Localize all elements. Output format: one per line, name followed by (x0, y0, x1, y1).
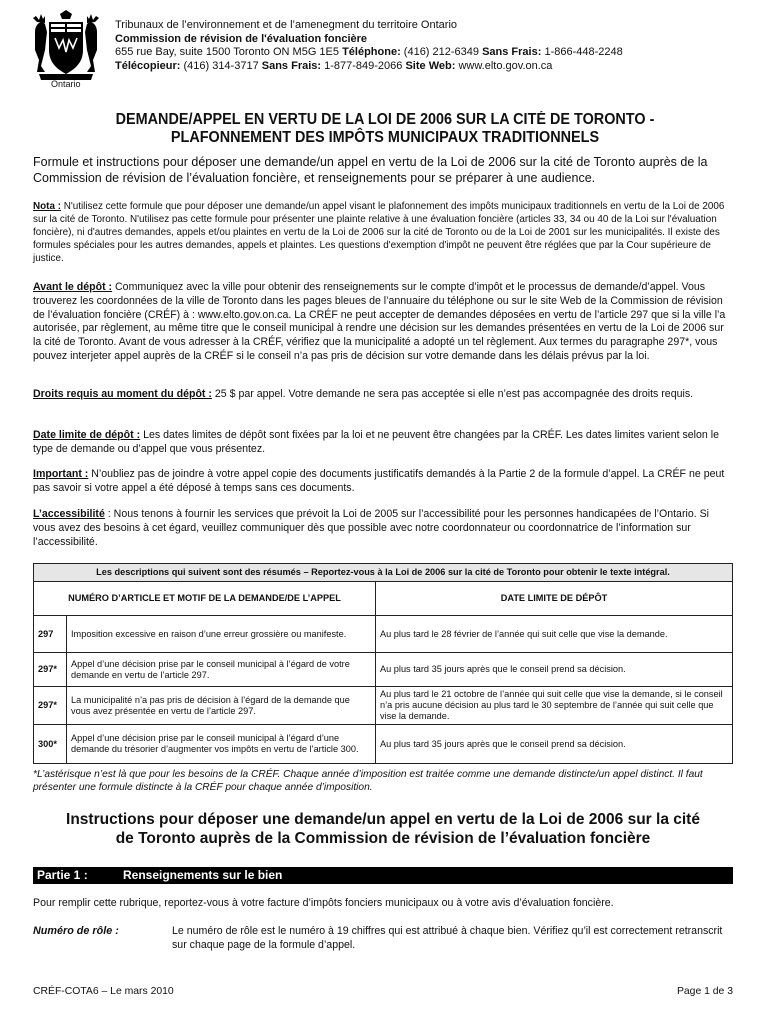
avant-label: Avant le dépôt : (33, 281, 113, 293)
droits-text: 25 $ par appel. Votre demande ne sera pas acceptée si elle n’est pas accompagnée des droits requis. (211, 388, 694, 400)
part-1-title: Renseignements sur le bien (123, 868, 283, 882)
nota-label: Nota : (33, 201, 61, 212)
droits-paragraph (33, 388, 733, 402)
phone: (416) 212-6349 (400, 46, 483, 58)
table-header-deadline: DATE LIMITE DE DÉPÔT (376, 582, 733, 616)
important-text: N’oubliez pas de joindre à votre appel copie des documents justificatifs demandés à la Partie 2 de la formule d’appel. La CRÉF ne peut pas savoir si votre appel a été déposé à temps sans ces documents. (33, 468, 725, 494)
article-deadline: Au plus tard 35 jours après que le conseil prend sa décision. (376, 725, 733, 764)
contact-line-1 (115, 46, 623, 60)
deadline-table (33, 563, 733, 764)
nota-text: N'utilisez cette formule que pour déposer une demande/un appel visant le plafonnement des impôts municipaux traditionnels en vertu de la Loi de 2006 sur la cité de Toronto. N'utilisez pas cette formule pour présenter une plainte relative à une évaluation foncière (articles 33, 34 ou 40 de la Loi sur l'évaluation foncière), ni d'autres demandes, appels et/ou plaintes en vertu de la Loi de 2006 sur la cité de Toronto ou de la Loi de 2001 sur les municipalités. Il existe des formules spéciales pour les autres demandes, appels et plaintes. Les questions d'exemption d'impôt ne peuvent être réglées que par la Cour supérieure de justice. (33, 201, 725, 264)
article-deadline: Au plus tard le 21 octobre de l’année qui suit celle que vise la demande, si le conseil n’a pris aucune décision au plus tard le 30 septembre de l’année qui suit celle que vise la demande. (376, 687, 733, 725)
article-number: 300* (34, 725, 67, 764)
important-paragraph (33, 468, 733, 496)
article-number: 297* (34, 653, 67, 687)
fax-label: Télécopieur: (115, 59, 181, 72)
droits-label: Droits requis au moment du dépôt : (33, 388, 212, 400)
form-subtitle: Formule et instructions pour déposer une demande/un appel en vertu de la Loi de 2006 sur la cité de Toronto auprès de la Commission de révision de l’évaluation foncière, et renseignements pour se préparer à une audience. (33, 155, 708, 185)
fax-tollfree: 1-877-849-2066 (321, 59, 406, 72)
tollfree: 1-866-448-2248 (541, 46, 623, 58)
tollfree-label: Sans Frais: (482, 46, 542, 58)
form-title-line-2: PLAFONNEMENT DES IMPÔTS MUNICIPAUX TRADITIONNELS (170, 129, 600, 146)
accessibilite-text: : Nous tenons à fournir les services que prévoit la Loi de 2005 sur l’accessibilité pour les personnes handicapées de l’Ontario. Si vous avez des besoins à cet égard, veuillez communiquer dès que possible avec notre coordonnateur ou coordonnatrice de l’information sur l’accessibilité. (33, 508, 710, 548)
article-deadline: Au plus tard 35 jours après que le conseil prend sa décision. (376, 653, 733, 687)
date-limite-paragraph (33, 429, 733, 457)
form-title (60, 111, 711, 147)
part-1-intro: Pour remplir cette rubrique, reportez-vous à votre facture d’impôts fonciers municipaux ou à votre avis d’évaluation foncière. (33, 897, 614, 909)
fax: (416) 314-3717 (180, 59, 262, 72)
header-contact-block (115, 19, 623, 73)
table-row (34, 687, 733, 725)
nota-paragraph (33, 200, 733, 265)
ontario-coat-of-arms-logo (33, 10, 99, 90)
article-description: La municipalité n’a pas pris de décision à l’égard de la demande que vous avez présentée en vertu de l’article 297. (67, 687, 376, 725)
table-row (34, 725, 733, 764)
accessibilite-paragraph (33, 508, 733, 549)
accessibilite-label: L’accessibilité (33, 508, 105, 520)
table-header-article: NUMÉRO D’ARTICLE ET MOTIF DE LA DEMANDE/DE L’APPEL (34, 582, 376, 616)
article-deadline: Au plus tard le 28 février de l’année qui suit celle que vise la demande. (376, 616, 733, 653)
important-label: Important : (33, 468, 89, 480)
instructions-title-line-1: Instructions pour déposer une demande/un appel en vertu de la Loi de 2006 sur la cité (66, 811, 700, 828)
footer-page-number: Page 1 de 3 (676, 986, 733, 997)
table-row (34, 616, 733, 653)
avant-text: Communiquez avec la ville pour obtenir des renseignements sur le compte d’impôt et le processus de demande/d’appel. Vous trouverez les coordonnées de la ville de Toronto dans les pages bleues de l’annuaire du téléphone ou sur le site Web de la Commission de révision de l’évaluation foncière (CRÉF) à : www.elto.gov.on.ca. La CRÉF ne peut accepter de demandes déposées en vertu de l’article 297 que si la ville l’a autorisée, par règlement, au même titre que le conseil municipal à rendre une décision sur les demandes présentées en vertu de la Loi de 2006 sur la cité de Toronto. Avant de vous adresser à la CRÉF, vérifiez que la municipalité a adopté un tel règlement. Aux termes du paragraphe 297*, vous pouvez interjeter appel auprès de la CRÉF si le conseil n’a pas pris de décision sur votre demande dans les délais prévus par la loi. (33, 281, 726, 362)
form-title-line-1: DEMANDE/APPEL EN VERTU DE LA LOI DE 2006 SUR LA CITÉ DE TORONTO - (115, 111, 655, 128)
asterisk-note: *L’astérisque n’est là que pour les besoins de la CRÉF. Chaque année d’imposition est traitée comme une demande distincte/un appel distinct. Il faut présenter une formule distincte à la CRÉF pour chaque année d’imposition. (33, 769, 703, 793)
logo-caption: Ontario (51, 79, 81, 89)
footer-form-id: CRÉF-COTA6 – Le mars 2010 (33, 986, 174, 997)
date-limite-label: Date limite de dépôt : (33, 429, 141, 441)
table-header-row (34, 582, 733, 616)
avant-paragraph (33, 281, 733, 364)
fax-tollfree-label: Sans Frais: (261, 59, 322, 72)
part-1-label: Partie 1 : (37, 868, 88, 882)
roll-number-text: Le numéro de rôle est le numéro à 19 chiffres qui est attribué à chaque bien. Vérifiez qu’il est correctement retranscrit sur chaque page de la formule d’appel. (172, 925, 723, 951)
table-caption: Les descriptions qui suivent sont des résumés – Reportez-vous à la Loi de 2006 sur la cité de Toronto pour obtenir le texte intégral. (34, 564, 733, 582)
instructions-title (33, 810, 733, 848)
date-limite-text: Les dates limites de dépôt sont fixées par la loi et ne peuvent être changées par la CRÉF. Les dates limites varient selon le type de demande ou d’appel que vous présentez. (33, 429, 719, 455)
address: 655 rue Bay, suite 1500 Toronto ON M5G 1E5 (115, 46, 343, 58)
table-caption-row (34, 564, 733, 582)
roll-number-label: Numéro de rôle : (33, 925, 119, 937)
article-number: 297* (34, 687, 67, 725)
web-label: Site Web: (405, 59, 456, 72)
table-row (34, 653, 733, 687)
part-1-header-bar (33, 867, 733, 884)
article-description: Appel d’une décision prise par le conseil municipal à l’égard d’une demande du trésorier d’augmenter vos impôts en vertu de l’article 300. (67, 725, 376, 764)
phone-label: Téléphone: (342, 46, 401, 58)
instructions-title-line-2: de Toronto auprès de la Commission de révision de l’évaluation foncière (115, 830, 651, 847)
contact-line-2 (115, 60, 623, 74)
article-number: 297 (34, 616, 67, 653)
article-description: Appel d’une décision prise par le conseil municipal à l’égard de votre demande en vertu de l’article 297. (67, 653, 376, 687)
commission-name: Commission de révision de l'évaluation foncière (115, 32, 368, 45)
web-address: www.elto.gov.on.ca (455, 59, 553, 72)
article-description: Imposition excessive en raison d’une erreur grossière ou manifeste. (67, 616, 376, 653)
org-line: Tribunaux de l’environnement et de l’amenegment du territoire Ontario (115, 19, 457, 31)
